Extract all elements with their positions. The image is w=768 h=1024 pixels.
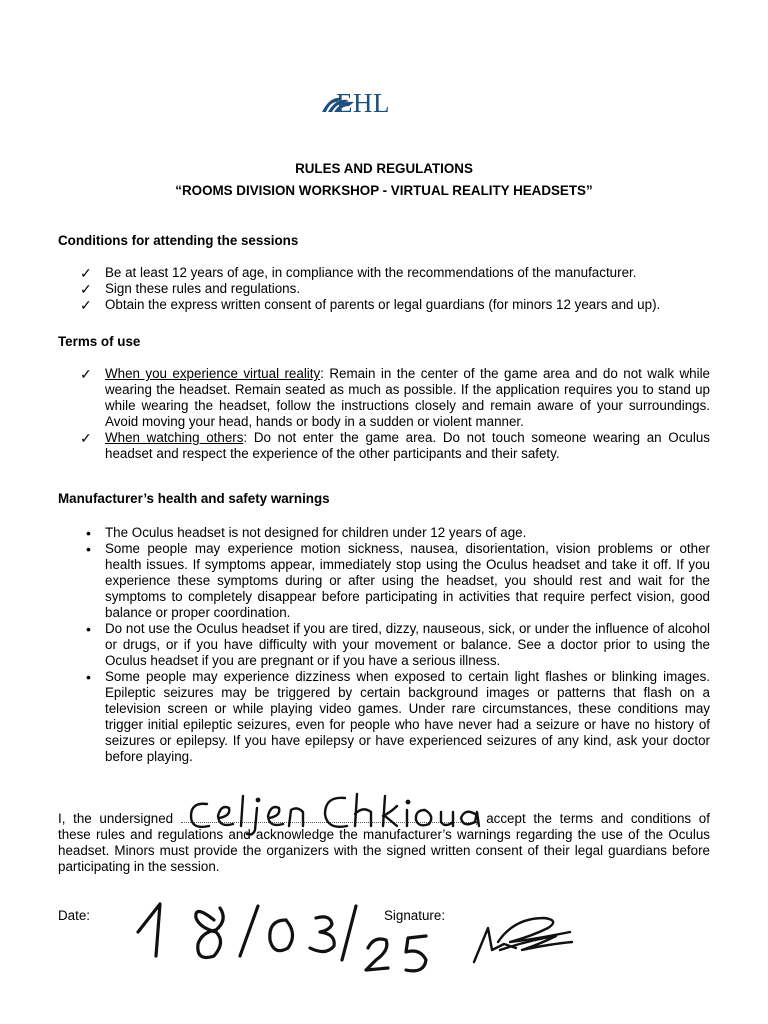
bullet-icon: • — [86, 541, 91, 557]
bullet-icon: • — [86, 621, 91, 637]
list-item: ✓ Be at least 12 years of age, in compliance with the recommendations of the manufacturer. — [80, 265, 637, 281]
list-item: ✓ Obtain the express written consent of parents or legal guardians (for minors 12 years and up). — [80, 297, 661, 313]
list-item: ✓ Sign these rules and regulations. — [80, 281, 301, 297]
signature-label: Signature: — [384, 908, 446, 923]
checkmark-icon: ✓ — [80, 366, 92, 382]
list-item: ✓ When watching others: Do not enter the game area. Do not touch someone wearing an Oculus headset and respect the experience of the other participants and their safety. — [80, 430, 710, 461]
term-label: When watching others — [105, 430, 244, 445]
date-label: Date: — [58, 908, 91, 923]
logo-text: EHL — [336, 88, 390, 118]
bullet-icon: • — [86, 525, 91, 541]
list-item: • Do not use the Oculus headset if you are tired, dizzy, nauseous, sick, or under the influence of alcohol or drugs, or if you have difficulty with your movement or balance. See a doctor prior to using the Oculus headset if you are pregnant or if you have a serious illness. — [86, 621, 710, 668]
list-item: ✓ When you experience virtual reality: Remain in the center of the game area and do not walk while wearing the headset. Remain seated as much as possible. If the application requires you to stand up while wearing the headset, follow the instructions closely and remain aware of your surroundings. Avoid moving your head, hands or body in a sudden or violent manner. — [80, 366, 710, 429]
term-label: When you experience virtual reality — [105, 366, 321, 381]
conditions-list — [58, 265, 710, 313]
document-subtitle: “ROOMS DIVISION WORKSHOP - VIRTUAL REALITY HEADSETS” — [175, 183, 593, 198]
handwritten-name — [185, 790, 485, 836]
checkmark-icon: ✓ — [80, 265, 92, 281]
terms-heading: Terms of use — [58, 334, 141, 349]
handwritten-date — [130, 890, 440, 990]
conditions-heading: Conditions for attending the sessions — [58, 233, 299, 248]
warnings-heading: Manufacturer’s health and safety warnings — [58, 491, 330, 506]
checkmark-icon: ✓ — [80, 281, 92, 297]
list-item: • Some people may experience motion sickness, nausea, disorientation, vision problems or other health issues. If symptoms appear, immediately stop using the Oculus headset and take it off. If you experience these symptoms during or after using the headset, you should rest and wait for the symptoms to completely disappear before participating in activities that require perfect vision, good balance or proper coordination. — [86, 541, 710, 620]
warnings-list — [58, 525, 710, 765]
list-item: • Some people may experience dizziness when exposed to certain light flashes or blinking images. Epileptic seizures may be triggered by certain background images or patterns that flash on a television screen or while playing video games. Under rare circumstances, these conditions may trigger initial epileptic seizures, even for people who have never had a seizure or have no history of seizures or epilepsy. If you have epilepsy or have experienced seizures of any kind, ask your doctor before playing. — [86, 669, 710, 764]
checkmark-icon: ✓ — [80, 297, 92, 313]
signature-image — [470, 910, 580, 968]
checkmark-icon: ✓ — [80, 430, 92, 446]
list-item: • The Oculus headset is not designed for children under 12 years of age. — [86, 525, 527, 541]
consent-paragraph: I, the undersigned , accept the terms and conditions of these rules and regulations and acknowledge the manufacturer’s warnings regarding the use of the Oculus headset. Minors must provide the organizers with the signed written consent of their legal guardians before participating in the session. — [58, 811, 710, 874]
bullet-icon: • — [86, 669, 91, 685]
terms-list — [58, 366, 710, 462]
document-title: RULES AND REGULATIONS — [295, 161, 473, 176]
